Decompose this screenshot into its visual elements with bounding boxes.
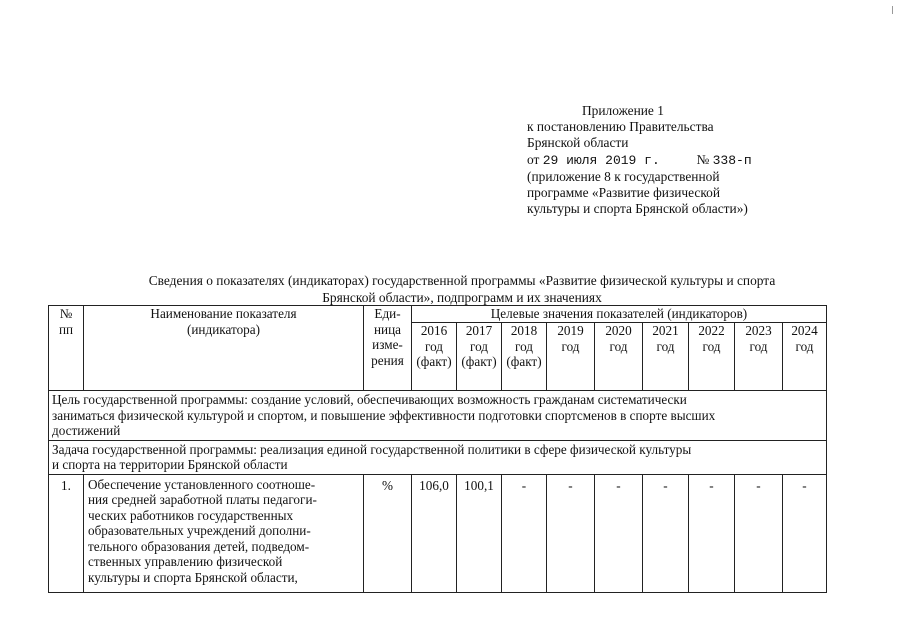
document-date: 29 июля 2019 г. [542,152,660,168]
appendix-line: Приложение 1 [582,103,664,118]
appendix-line: программе «Развитие физической [527,185,721,201]
appendix-block [527,103,752,217]
appendix-line: к постановлению Правительства [527,119,714,135]
header-row [49,306,827,323]
scan-edge-mark [892,6,893,14]
row-value: 100,1 [457,474,502,592]
header-name-cell [84,306,364,391]
number-prefix: № [696,151,710,167]
row-value: - [783,474,827,592]
goal-line: Цель государственной программы: создание условий, обеспечивающих возможность гражданам систематически [52,392,687,407]
year-cell: 2024 год [783,323,827,391]
goal-line: заниматься физической культурой и спортом, и повышение эффективности подготовки спортсменов в спорте высших [52,407,716,423]
task-row [49,440,827,474]
table-row [49,474,827,592]
appendix-date-line [527,152,752,169]
row-indicator-name: Обеспечение установленного соотноше- ния средней заработной платы педагоги- ческих работников государственных образовательных учреждений дополни- тельного образования детей, подведом- ственных управлению физической культуры и спорта Брянской области, [84,474,364,592]
header-name: Наименование показателя [150,306,297,321]
task-line: Задача государственной программы: реализация единой государственной политики в сфере физической культуры [52,441,692,457]
year-cell: 2019 год [547,323,595,391]
row-value: - [689,474,735,592]
year-cell: 2022 год [689,323,735,391]
year-cell: 2017 год (факт) [457,323,502,391]
header-unit: изме- [372,337,403,352]
appendix-line: Брянской области [527,135,629,151]
task-line: и спорта на территории Брянской области [52,457,288,472]
row-unit: % [364,474,412,592]
row-value: - [595,474,643,592]
header-targets: Целевые значения показателей (индикаторов) [412,306,827,323]
indicators-table [48,305,827,593]
row-value: - [735,474,783,592]
document-number: 338-п [712,152,752,168]
year-cell: 2021 год [643,323,689,391]
title-line: Брянской области», подпрограмм и их значениях [322,290,602,305]
goal-line: достижений [52,423,121,438]
task-cell [49,440,827,474]
year-cell: 2020 год [595,323,643,391]
header-unit: Еди- [374,306,401,321]
header-unit: рения [371,352,404,368]
row-num: 1. [49,474,84,592]
year-cell: 2016 год (факт) [412,323,457,391]
year-cell: 2018 год (факт) [502,323,547,391]
row-value: - [502,474,547,592]
header-unit: ница [373,321,402,337]
goal-cell [49,391,827,441]
row-value: 106,0 [412,474,457,592]
appendix-line: культуры и спорта Брянской области») [527,201,748,217]
year-cell: 2023 год [735,323,783,391]
row-value: - [547,474,595,592]
date-prefix: от [527,151,540,167]
title-line: Сведения о показателях (индикаторах) государственной программы «Развитие физической культуры и спорта [148,273,776,288]
appendix-line: (приложение 8 к государственной [527,168,720,184]
header-num: пп [58,321,74,337]
header-num-cell [49,306,84,391]
row-value: - [643,474,689,592]
header-name: (индикатора) [186,321,260,337]
goal-row [49,391,827,441]
header-unit-cell [364,306,412,391]
header-num: № [59,306,73,321]
document-title [48,272,876,306]
